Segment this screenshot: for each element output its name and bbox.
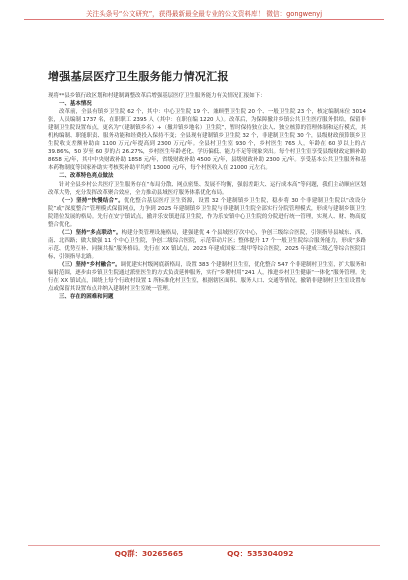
- section-2-item-1: [48, 197, 366, 229]
- footer-qq-group: QQ群：30265665: [114, 549, 184, 558]
- section-2-heading: 二、改革特色亮点做法: [59, 173, 114, 180]
- intro-paragraph: 现将**县乡镇行政区划和村建制调整改革后增强基层医疗卫生服务能力有关情况汇报如下：: [48, 93, 266, 99]
- item-2-lead: （二）坚持“多点联动”。: [59, 229, 122, 236]
- item-3-body: 调优建实村级网底新格局，设置 383 个建制村卫生室，优化整合 547 个非建制村卫生室，扩大服务和辐射范围，逐步由乡镇卫生院通过派驻医生的方式负责延伸服务，实行“乡聘村用”241 人，推进乡村卫生健康“一体化”服务管理。先行在 XX 镇试点，围绕上每个行政村设置 1 所标准化村卫生室，根据辖区面积、服务人口、交通等情况，撤销非建制村卫生室设置布点或保留其设置布点并纳入建制村卫生室统一管理。: [48, 261, 366, 293]
- section-2-intro: 针对全县乡村公共医疗卫生服务存在“布局分散、网点密集、发展不均衡，强弱差距大、运行成本高”等问题，我们主动顺应区划改革大势，充分发挥改革聚合效应，全力推动县域医疗服务体系优化布局。: [48, 181, 366, 196]
- section-3-heading: 三、存在的困难和问题: [59, 294, 114, 301]
- section-2-item-2: [48, 229, 366, 261]
- document-body: [48, 92, 366, 301]
- footer-bar: [28, 545, 380, 561]
- footer-qq: QQ：535304092: [227, 549, 294, 558]
- item-1-lead: （一）坚持“快慢结合”。: [59, 197, 124, 204]
- item-1-body: 优化整合基层医疗卫生资源，设置 32 个建制镇乡卫生院，稳步将 30 个非建制卫生院以“改设分院”或“深度整合”管理模式保留网点，力争到 2025 年建制镇乡卫生院与非建制卫生院全部实行分院管理模式，形成与建制乡镇卫生院错位发展的格局。先行在安宁镇试点，撤并乐安镇进部卫生院，作为乐安镇中心卫生院的分院进行统一管理，实现人、财、物高度整合优化。: [48, 197, 366, 228]
- section-1-paragraph: 改革前，全县有镇乡卫生院 62 个，其中：中心卫生院 19 个、兼顾型卫生院 20 个、一般卫生院 23 个，核定编制床位 3014 张，人员编制 1737 名，在职职工 2395 人（其中：在职在编 1220 人）。改革后，为保障撤并乡镇公共卫生医疗服务供给，保留非建制卫生院设置布点，更名为“（建制镇乡名）+（撤并镇乡地名）卫生院”，暂时保持独立法人、独立核算的管理体制和运行模式，其机构编制、职能职责、服务功能和经费投入保持不变；全县现有建制镇乡卫生院 32 个，非建制卫生院 30 个，县级财政预算镇乡卫生院收支差额补助由 1100 万元/年提高到 2300 万元/年。全县村卫生室 930 个，乡村医生 765 人，年龄在 60 岁以上的占 39.86%，50 岁至 60 岁的占 26.27%，乡村医生年龄老化、学历偏低、能力不足等现象突出。每个村卫生室享受县级财政定额补助 8658 元/年，其中中央财政补助 1858 元/年，省级财政补助 4500 元/年，县级财政补助 2300 元/年。享受基本公共卫生服务和基本药物制度等国家补助实考核奖补助平均约 13000 元/年，每个村医收入在 21000 元左右。: [48, 109, 366, 172]
- section-2-item-3: [48, 261, 366, 293]
- document-title: 增强基层医疗卫生服务能力情况汇报: [48, 70, 229, 83]
- item-3-lead: （三）坚持“乡村融合”。: [59, 261, 121, 268]
- header-notice-bar: [24, 6, 384, 20]
- header-notice: 关注头条号“公文研究”，获得最新最全最专业的公文资料库！ 微信：gongwenyj: [85, 9, 323, 18]
- section-1-heading: 一、基本情况: [59, 101, 92, 108]
- item-2-body: 构建分类管理设施格局，建强建优 4 个县域医疗次中心，争创三级综合医院，引领指导县城东、西、南、北四路；做大做强 11 个中心卫生院，争创二级综合医院，示范带动片区；整体提升 17 个一般卫生院综合服务能力，形成“多路示范、优势互补、同频共振”服务格局。先行在 XX 镇试点，2023 年建成国家二级甲等综合医院，2025 年建成三级乙等综合医院目标，引领指导北路。: [48, 229, 367, 260]
